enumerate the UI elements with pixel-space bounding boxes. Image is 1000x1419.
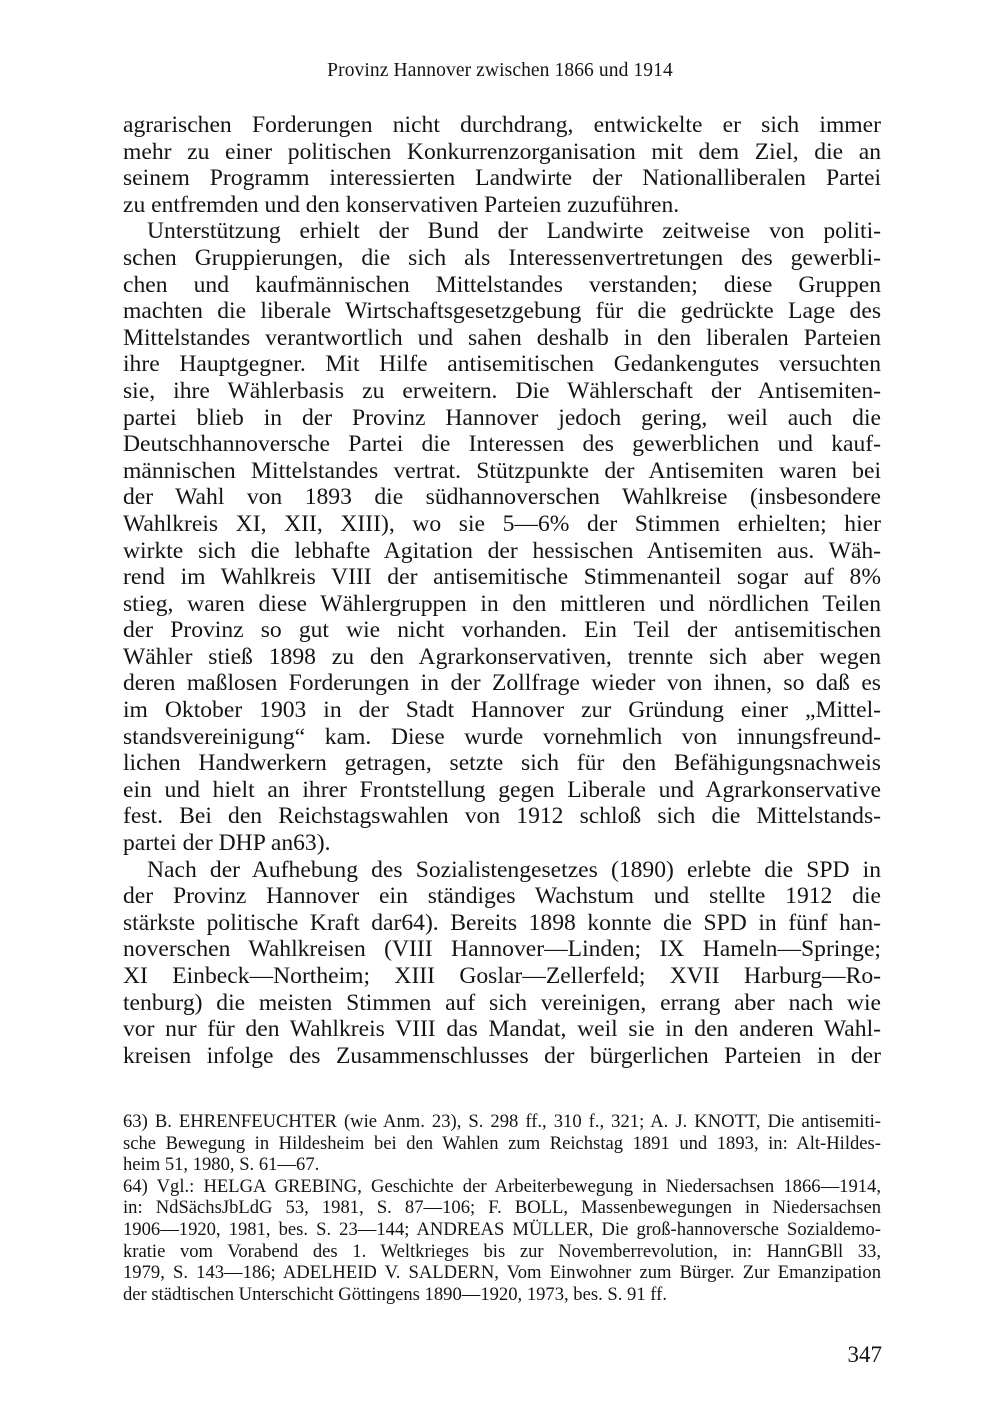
text-line: chen und kaufmännischen Mittelstandes verstanden; diese Gruppen	[123, 271, 881, 298]
text-line: rend im Wahlkreis VIII der antisemitische Stimmenanteil sogar auf 8%	[123, 564, 881, 591]
text-line: lichen Handwerkern getragen, setzte sich für den Befähigungsnachweis	[123, 750, 881, 777]
text-line: der Provinz Hannover ein ständiges Wachstum und stellte 1912 die	[123, 883, 881, 910]
text-line: männischen Mittelstandes vertrat. Stützpunkte der Antisemiten waren bei	[123, 457, 881, 484]
text-line: im Oktober 1903 in der Stadt Hannover zur Gründung einer „Mittel-	[123, 697, 881, 724]
footnote-line: 64) Vgl.: HELGA GREBING, Geschichte der Arbeiterbewegung in Niedersachsen 1866—1914,	[123, 1175, 881, 1197]
text-line: agrarischen Forderungen nicht durchdrang, entwickelte er sich immer	[123, 112, 881, 138]
footnote-line: 1979, S. 143—186; ADELHEID V. SALDERN, Vom Einwohner zum Bürger. Zur Emanzipation	[123, 1262, 881, 1284]
text-line: Wahlkreis XI, XII, XIII), wo sie 5—6% der Stimmen erhielten; hier	[123, 510, 881, 537]
text-line: kreisen infolge des Zusammenschlusses der bürgerlichen Parteien in der	[123, 1042, 881, 1069]
footnote-line: 63) B. EHRENFEUCHTER (wie Anm. 23), S. 298 ff., 310 f., 321; A. J. KNOTT, Die antisemiti-	[123, 1111, 881, 1132]
text-line: wirkte sich die lebhafte Agitation der hessischen Antisemiten aus. Wäh-	[123, 537, 881, 564]
text-line: ein und hielt an ihrer Frontstellung gegen Liberale und Agrarkonservative	[123, 776, 881, 803]
text-line: zu entfremden und den konservativen Parteien zuzuführen.	[123, 191, 680, 218]
text-line: partei blieb in der Provinz Hannover jedoch gering, weil auch die	[123, 404, 881, 431]
footnote-line: der städtischen Unterschicht Göttingens 1890—1920, 1973, bes. S. 91 ff.	[123, 1283, 667, 1305]
text-line: Mittelstandes verantwortlich und sahen deshalb in den liberalen Parteien	[123, 324, 881, 351]
text-line: mehr zu einer politischen Konkurrenzorganisation mit dem Ziel, die an	[123, 138, 881, 165]
text-line: Wähler stieß 1898 zu den Agrarkonservativen, trennte sich aber wegen	[123, 643, 881, 670]
body-text	[123, 112, 881, 1069]
text-line: deren maßlosen Forderungen in der Zollfrage wieder von ihnen, so daß es	[123, 670, 881, 697]
text-line: tenburg) die meisten Stimmen auf sich vereinigen, errang aber nach wie	[123, 989, 881, 1016]
footnote-line: sche Bewegung in Hildesheim bei den Wahlen zum Reichstag 1891 und 1893, in: Alt-Hildes-	[123, 1132, 881, 1154]
text-line: machten die liberale Wirtschaftsgesetzgebung für die gedrückte Lage des	[123, 298, 881, 325]
text-line: der Provinz so gut wie nicht vorhanden. Ein Teil der antisemitischen	[123, 617, 881, 644]
text-line: stärkste politische Kraft dar64). Bereits 1898 konnte die SPD in fünf han-	[123, 909, 881, 936]
text-line: der Wahl von 1893 die südhannoverschen Wahlkreise (insbesondere	[123, 484, 881, 511]
running-head: Provinz Hannover zwischen 1866 und 1914	[327, 60, 673, 81]
footnotes	[123, 1111, 881, 1305]
text-line: fest. Bei den Reichstagswahlen von 1912 schloß sich die Mittelstands-	[123, 803, 881, 830]
footnote-line: 1906—1920, 1981, bes. S. 23—144; ANDREAS MÜLLER, Die groß-hannoversche Sozialdemo-	[123, 1218, 881, 1240]
text-line: sie, ihre Wählerbasis zu erweitern. Die Wählerschaft der Antisemiten-	[123, 377, 881, 404]
text-line: schen Gruppierungen, die sich als Interessenvertretungen des gewerbli-	[123, 244, 881, 271]
text-line: Unterstützung erhielt der Bund der Landwirte zeitweise von politi-	[147, 218, 881, 245]
text-line: Deutschhannoversche Partei die Interessen des gewerblichen und kauf-	[123, 431, 881, 458]
text-line: stieg, waren diese Wählergruppen in den mittleren und nördlichen Teilen	[123, 590, 881, 617]
text-line: vor nur für den Wahlkreis VIII das Mandat, weil sie in den anderen Wahl-	[123, 1016, 881, 1043]
text-line: Nach der Aufhebung des Sozialistengesetzes (1890) erlebte die SPD in	[147, 856, 881, 883]
text-line: seinem Programm interessierten Landwirte der Nationalliberalen Partei	[123, 165, 881, 192]
footnote-line: kratie vom Vorabend des 1. Weltkrieges bis zur Novemberrevolution, in: HannGBll 33,	[123, 1240, 881, 1262]
footnote-line: in: NdSächsJbLdG 53, 1981, S. 87—106; F. BOLL, Massenbewegungen in Niedersachsen	[123, 1197, 881, 1219]
text-line: noverschen Wahlkreisen (VIII Hannover—Linden; IX Hameln—Springe;	[123, 936, 881, 963]
text-line: partei der DHP an63).	[123, 830, 331, 857]
text-line: standsvereinigung“ kam. Diese wurde vornehmlich von innungsfreund-	[123, 723, 881, 750]
text-line: ihre Hauptgegner. Mit Hilfe antisemitischen Gedankengutes versuchten	[123, 351, 881, 378]
text-line: XI Einbeck—Northeim; XIII Goslar—Zellerfeld; XVII Harburg—Ro-	[123, 963, 881, 989]
footnote-line: heim 51, 1980, S. 61—67.	[123, 1154, 320, 1176]
page-number: 347	[847, 1342, 882, 1367]
